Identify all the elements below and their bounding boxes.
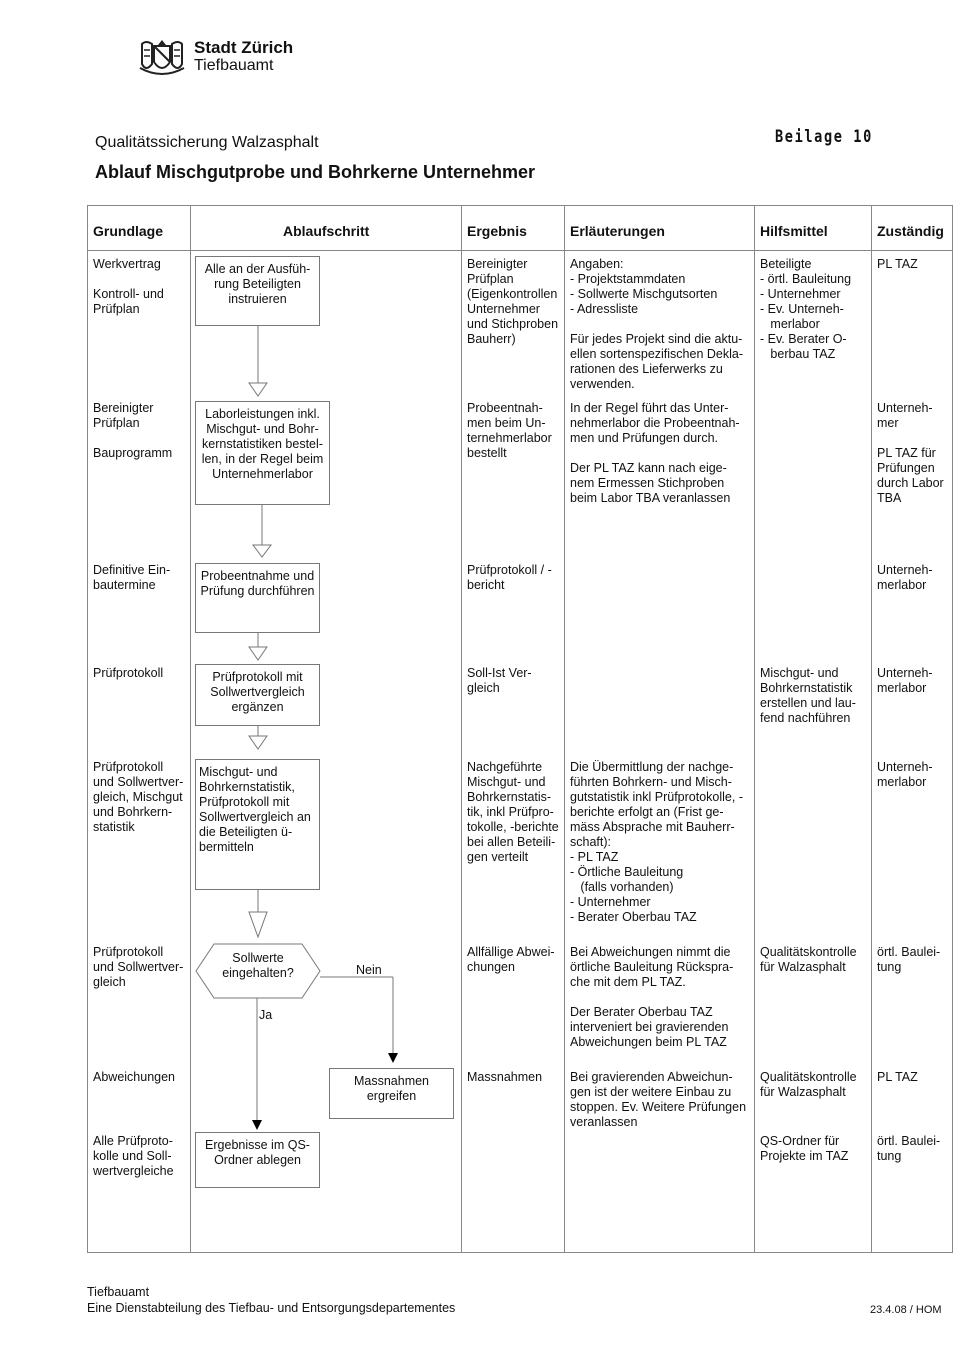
cell-zustaendig: Unterneh- merlabor [877,563,933,592]
cell-ergebnis: Prüfprotokoll / - bericht [467,563,552,592]
cell-grundlage: Definitive Ein- bautermine [93,563,171,592]
cell-ergebnis: Probeentnah- men beim Un- ternehmerlabor bestellt [467,401,552,460]
flow-arrow-no [388,1053,398,1063]
logo-department-name: Tiefbauamt [194,57,274,74]
decision-targets-met: Sollwerte eingehalten? [222,951,294,980]
cell-erlaeuterungen: Bei gravierenden Abweichun- gen ist der weitere Einbau zu stoppen. Ev. Weitere Prüfungen veranlassen [570,1070,747,1129]
cell-hilfsmittel: Qualitätskontrolle für Walzasphalt [760,1070,857,1099]
cell-ergebnis: Bereinigter Prüfplan (Eigenkontrollen Unternehmer und Stichproben Bauherr) [467,257,559,346]
footer-date-code: 23.4.08 / HOM [870,1304,942,1316]
cell-ergebnis: Nachgeführte Mischgut- und Bohrkernstatis- tik, inkl Prüfpro- tokolle, -berichte bei allen Beteili- gen verteilt [467,760,559,864]
flow-arrow-down [249,912,267,937]
cell-grundlage: Prüfprotokoll und Sollwertver- gleich [93,945,184,989]
cell-hilfsmittel: Beteiligte - örtl. Bauleitung - Unternehmer - Ev. Unterneh- merlabor - Ev. Berater O- berbau TAZ [760,257,852,361]
column-header-grundlage: Grundlage [93,223,164,239]
flow-label-yes: Ja [259,1008,273,1022]
cell-zustaendig: PL TAZ [877,257,918,271]
column-header-ablaufschritt: Ablaufschritt [283,223,370,239]
cell-zustaendig: PL TAZ [877,1070,918,1084]
cell-ergebnis: Allfällige Abwei- chungen [467,945,555,974]
flow-arrow-down [249,647,267,660]
logo-city-name: Stadt Zürich [194,38,294,57]
cell-hilfsmittel: Qualitätskontrolle für Walzasphalt [760,945,857,974]
column-header-hilfsmittel: Hilfsmittel [760,223,828,239]
step-order-lab-services: Laborleistungen inkl. Mischgut- und Bohr- kernstatistiken bestel- len, in der Regel beim Unternehmerlabor [195,401,330,505]
step-instruct-participants: Alle an der Ausfüh- rung Beteiligten instruieren [195,256,320,326]
step-complete-protocol: Prüfprotokoll mit Sollwertvergleich ergänzen [195,664,320,726]
step-take-measures: Massnahmen ergreifen [329,1068,454,1119]
document-title: Ablauf Mischgutprobe und Bohrkerne Unternehmer [95,162,536,182]
cell-erlaeuterungen: In der Regel führt das Unter- nehmerlabor die Probeentnah- men und Prüfungen durch. Der PL TAZ kann nach eige- nem Ermessen Stichproben beim Labor TBA veranlassen [570,401,740,505]
cell-zustaendig: Unterneh- merlabor [877,666,933,695]
flow-arrow-down [253,545,271,557]
cell-zustaendig: Unterneh- mer PL TAZ für Prüfungen durch Labor TBA [877,401,944,505]
cell-hilfsmittel: QS-Ordner für Projekte im TAZ [760,1134,849,1163]
flow-label-no: Nein [356,963,382,977]
footer-department: Tiefbauamt [87,1285,150,1299]
cell-grundlage: Werkvertrag Kontroll- und Prüfplan [93,257,164,316]
cell-zustaendig: örtl. Baulei- tung [877,1134,941,1163]
flow-arrow-yes [252,1120,262,1130]
flow-arrow-down [249,736,267,749]
column-header-erlaeuterungen: Erläuterungen [570,223,665,239]
attachment-label: Beilage 10 [775,127,873,147]
cell-erlaeuterungen: Bei Abweichungen nimmt die örtliche Bauleitung Rückspra- che mit dem PL TAZ. Der Berater Oberbau TAZ interveniert bei gravierenden Abweichungen beim PL TAZ [570,945,734,1049]
cell-zustaendig: Unterneh- merlabor [877,760,933,789]
cell-grundlage: Abweichungen [93,1070,176,1084]
cell-hilfsmittel: Mischgut- und Bohrkernstatistik erstellen und lau- fend nachführen [760,666,856,725]
column-header-ergebnis: Ergebnis [467,223,527,239]
step-distribute-statistics: Mischgut- und Bohrkernstatistik, Prüfprotokoll mit Sollwertvergleich an die Beteiligten ü- bermitteln [195,759,320,890]
cell-zustaendig: örtl. Baulei- tung [877,945,941,974]
cell-grundlage: Prüfprotokoll und Sollwertver- gleich, Mischgut und Bohrkern- statistik [93,760,184,834]
cell-erlaeuterungen: Die Übermittlung der nachge- führten Bohrkern- und Misch- gutstatistik inkl Prüfprotokolle, - berichte erfolgt an (Frist ge- mäss Absprache mit Bauherr- schaft): - PL TAZ - Örtliche Bauleitung (falls vorhanden) - Unternehmer - Berater Oberbau TAZ [570,760,743,924]
footer-division-note: Eine Dienstabteilung des Tiefbau- und Entsorgungsdepartementes [87,1301,456,1315]
cell-grundlage: Alle Prüfproto- kolle und Soll- wertvergleiche [93,1134,174,1178]
cell-ergebnis: Massnahmen [467,1070,543,1084]
step-sampling-testing: Probeentnahme und Prüfung durchführen [195,563,320,633]
flow-arrow-down [249,383,267,396]
column-header-zustaendig: Zuständig [877,223,944,239]
cell-ergebnis: Soll-Ist Ver- gleich [467,666,532,695]
cell-grundlage: Prüfprotokoll [93,666,164,680]
step-file-results: Ergebnisse im QS- Ordner ablegen [195,1132,320,1188]
cell-grundlage: Bereinigter Prüfplan Bauprogramm [93,401,173,460]
document-subtitle: Qualitätssicherung Walzasphalt [95,134,319,151]
cell-erlaeuterungen: Angaben: - Projektstammdaten - Sollwerte Mischgutsorten - Adressliste Für jedes Projekt sind die aktu- ellen sortenspezifischen Dekla- rationen des Lieferwerks zu verwenden. [570,257,744,391]
